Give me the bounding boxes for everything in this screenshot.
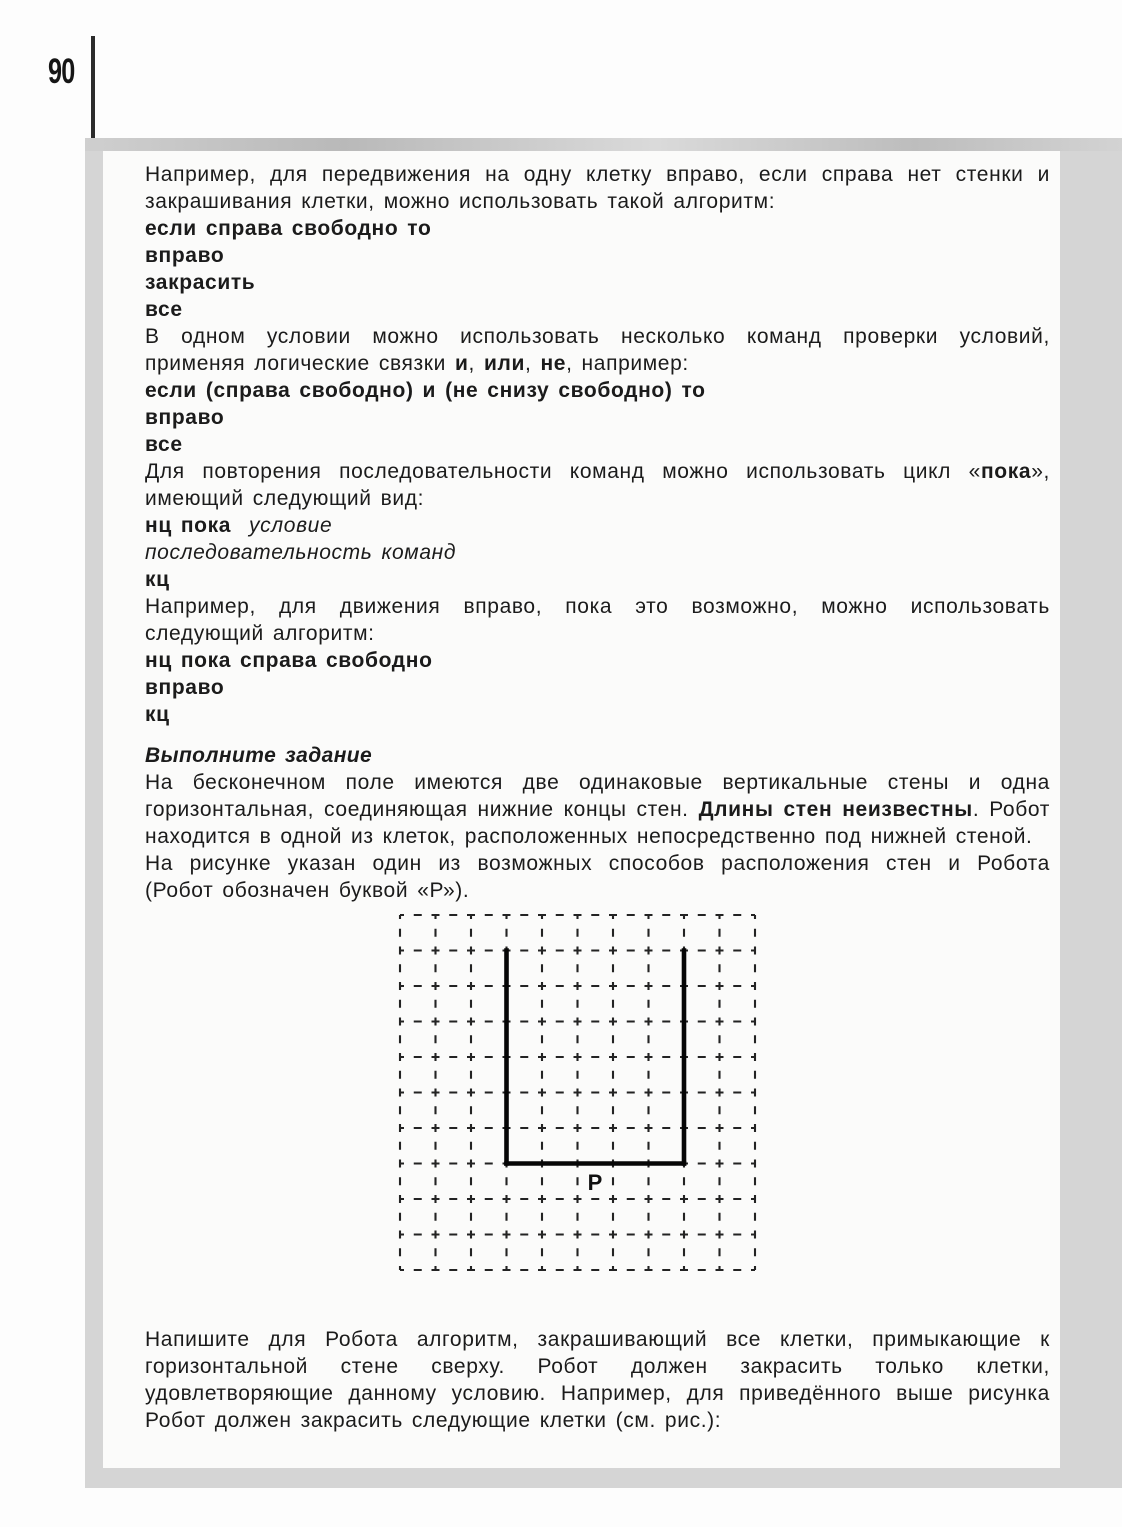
text-segment: все xyxy=(145,433,183,456)
code-line xyxy=(145,539,1050,566)
code-line xyxy=(145,566,1050,593)
paragraph xyxy=(145,850,1050,904)
text-segment: Для повторения последовательности команд можно использовать цикл « xyxy=(145,460,981,483)
page-corner-rule xyxy=(91,36,95,140)
text-segment: , например: xyxy=(566,352,689,375)
text-segment: пока xyxy=(980,460,1032,483)
content-sheet xyxy=(103,151,1060,1468)
code-line xyxy=(145,512,1050,539)
text-segment: все xyxy=(145,298,183,321)
code-line xyxy=(145,674,1050,701)
text-segment: закрасить xyxy=(145,271,256,294)
text-segment: , xyxy=(468,352,484,375)
text-segment: Напишите для Робота алгоритм, закрашивающий все клетки, примыкающие к горизонтальной стене сверху. Робот должен закрасить только клетки, удовлетворяющие данному условию. Например, для приведённого выше рисунка Робот должен закрасить следующие клетки (см. рис.): xyxy=(145,1328,1050,1432)
text-segment: В одном условии можно использовать несколько команд проверки условий, применяя логические связки xyxy=(145,325,1050,375)
text-segment: , xyxy=(525,352,541,375)
text-segment: если справа свободно то xyxy=(145,217,432,240)
text-content xyxy=(145,161,1050,1434)
text-segment: условие xyxy=(249,514,333,537)
text-segment: или xyxy=(483,352,525,375)
text-segment: Например, для передвижения на одну клетку вправо, если справа нет стенки и закрашивания клетки, можно использовать такой алгоритм: xyxy=(145,163,1050,213)
text-segment: . Робот находится в одной из клеток, расположенных непосредственно под нижней стеной. xyxy=(145,798,1050,848)
code-line xyxy=(145,431,1050,458)
text-segment: вправо xyxy=(145,244,225,267)
paragraph xyxy=(145,323,1050,377)
text-segment: вправо xyxy=(145,406,225,429)
paragraph xyxy=(145,769,1050,850)
code-line xyxy=(145,269,1050,296)
text-segment: Длины стен неизвестны xyxy=(698,798,973,821)
code-line xyxy=(145,377,1050,404)
text-segment: На рисунке указан один из возможных способов расположения стен и Робота (Робот обозначен буквой «Р»). xyxy=(145,852,1050,902)
robot-label: Р xyxy=(587,1169,603,1195)
paragraph xyxy=(145,1326,1050,1434)
paragraph xyxy=(145,593,1050,647)
text-segment: », имеющий следующий вид: xyxy=(145,460,1050,510)
task-heading xyxy=(145,742,1050,769)
page-number: 90 xyxy=(48,52,75,91)
text-segment: кц xyxy=(145,568,170,591)
code-line xyxy=(145,215,1050,242)
code-line xyxy=(145,296,1050,323)
text-segment: На бесконечном поле имеются две одинаковые вертикальные стены и одна горизонтальная, соединяющая нижние концы стен. xyxy=(145,771,1050,821)
text-segment xyxy=(231,514,249,537)
text-segment: нц пока xyxy=(145,514,232,537)
robot-field-figure xyxy=(397,912,758,1280)
code-line xyxy=(145,647,1050,674)
robot-field-grid xyxy=(397,912,758,1273)
code-line xyxy=(145,242,1050,269)
text-segment: не xyxy=(540,352,567,375)
text-segment: и xyxy=(454,352,469,375)
paragraph xyxy=(145,458,1050,512)
text-segment: кц xyxy=(145,703,170,726)
code-line xyxy=(145,404,1050,431)
text-segment: если (справа свободно) и (не снизу свободно) то xyxy=(145,379,706,402)
text-segment: нц пока справа свободно xyxy=(145,649,433,672)
text-segment: последовательность команд xyxy=(145,541,457,564)
text-segment: Выполните задание xyxy=(145,744,373,767)
code-line xyxy=(145,701,1050,728)
text-segment: Например, для движения вправо, пока это возможно, можно использовать следующий алгоритм: xyxy=(145,595,1050,645)
paragraph xyxy=(145,161,1050,215)
text-segment: вправо xyxy=(145,676,225,699)
